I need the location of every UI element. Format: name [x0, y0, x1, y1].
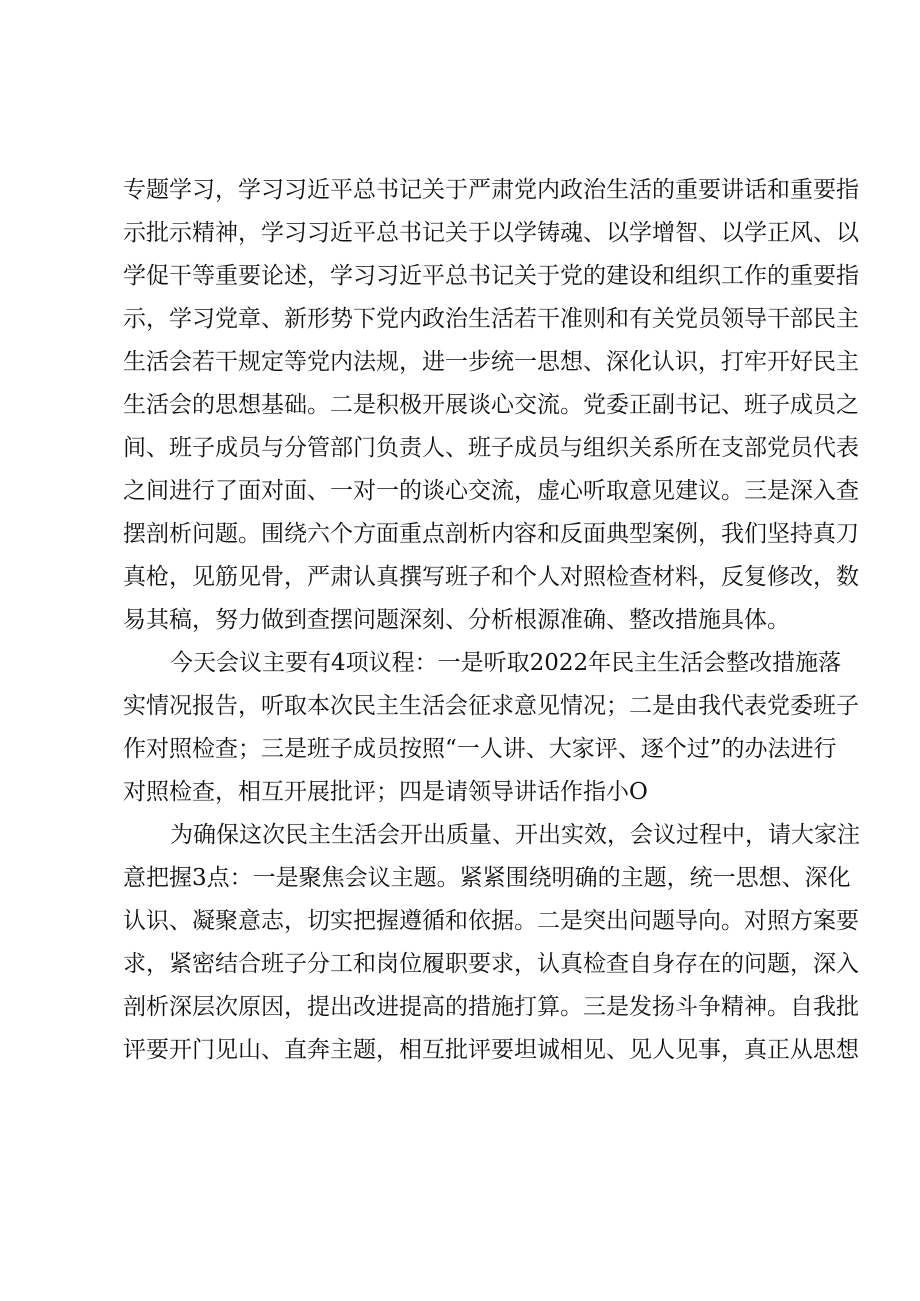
- paragraph-1-line-7: 间、班子成员与分管部门负责人、班子成员与组织关系所在支部党员代表: [123, 435, 859, 461]
- paragraph-1-line-6: 生活会的思想基础。二是积极开展谈心交流。党委正副书记、班子成员之: [123, 392, 859, 418]
- paragraph-3-line-1: 为确保这次民主生活会开出质量、开出实效，会议过程中，请大家注: [170, 822, 860, 848]
- paragraph-1-line-11: 易其稿，努力做到查摆问题深刻、分析根源准确、整改措施具体。: [123, 607, 790, 633]
- paragraph-3-line-3: 认识、凝聚意志，切实把握遵循和依据。二是突出问题导向。对照方案要: [123, 908, 859, 934]
- paragraph-3-line-2: 意把握3点：一是聚焦会议主题。紧紧围绕明确的主题，统一思想、深化: [123, 865, 851, 891]
- paragraph-1-line-5: 生活会若干规定等党内法规，进一步统一思想、深化认识，打牢开好民主: [123, 349, 859, 375]
- paragraph-1-line-3: 学促干等重要论述，学习习近平总书记关于党的建设和组织工作的重要指: [123, 263, 859, 289]
- paragraph-2-line-4: 对照检查，相互开展批评；四是请领导讲话作指小O: [123, 779, 648, 805]
- paragraph-1-line-10: 真枪，见筋见骨，严肃认真撰写班子和个人对照检查材料，反复修改，数: [123, 564, 859, 590]
- paragraph-3-line-6: 评要开门见山、直奔主题，相互批评要坦诚相见、见人见事，真正从思想: [123, 1037, 859, 1063]
- paragraph-2-line-3: 作对照检查；三是班子成员按照“一人讲、大家评、逐个过”的办法进行: [123, 736, 837, 762]
- paragraph-1-line-1: 专题学习，学习习近平总书记关于严肃党内政治生活的重要讲话和重要指: [123, 177, 859, 203]
- paragraph-1-line-2: 示批示精神，学习习近平总书记关于以学铸魂、以学增智、以学正风、以: [123, 220, 859, 246]
- paragraph-3-line-4: 求，紧密结合班子分工和岗位履职要求，认真检查自身存在的问题，深入: [123, 951, 859, 977]
- paragraph-2-line-2: 实情况报告，听取本次民主生活会征求意见情况；二是由我代表党委班子: [123, 693, 859, 719]
- paragraph-2-line-1: 今天会议主要有4项议程：一是听取2022年民主生活会整改措施落: [170, 650, 842, 676]
- paragraph-1-line-4: 示，学习党章、新形势下党内政治生活若干准则和有关党员领导干部民主: [123, 306, 859, 332]
- paragraph-1-line-8: 之间进行了面对面、一对一的谈心交流，虚心听取意见建议。三是深入查: [123, 478, 859, 504]
- paragraph-1-line-9: 摆剖析问题。围绕六个方面重点剖析内容和反面典型案例，我们坚持真刀: [123, 521, 859, 547]
- paragraph-3-line-5: 剖析深层次原因，提出改进提高的措施打算。三是发扬斗争精神。自我批: [123, 994, 859, 1020]
